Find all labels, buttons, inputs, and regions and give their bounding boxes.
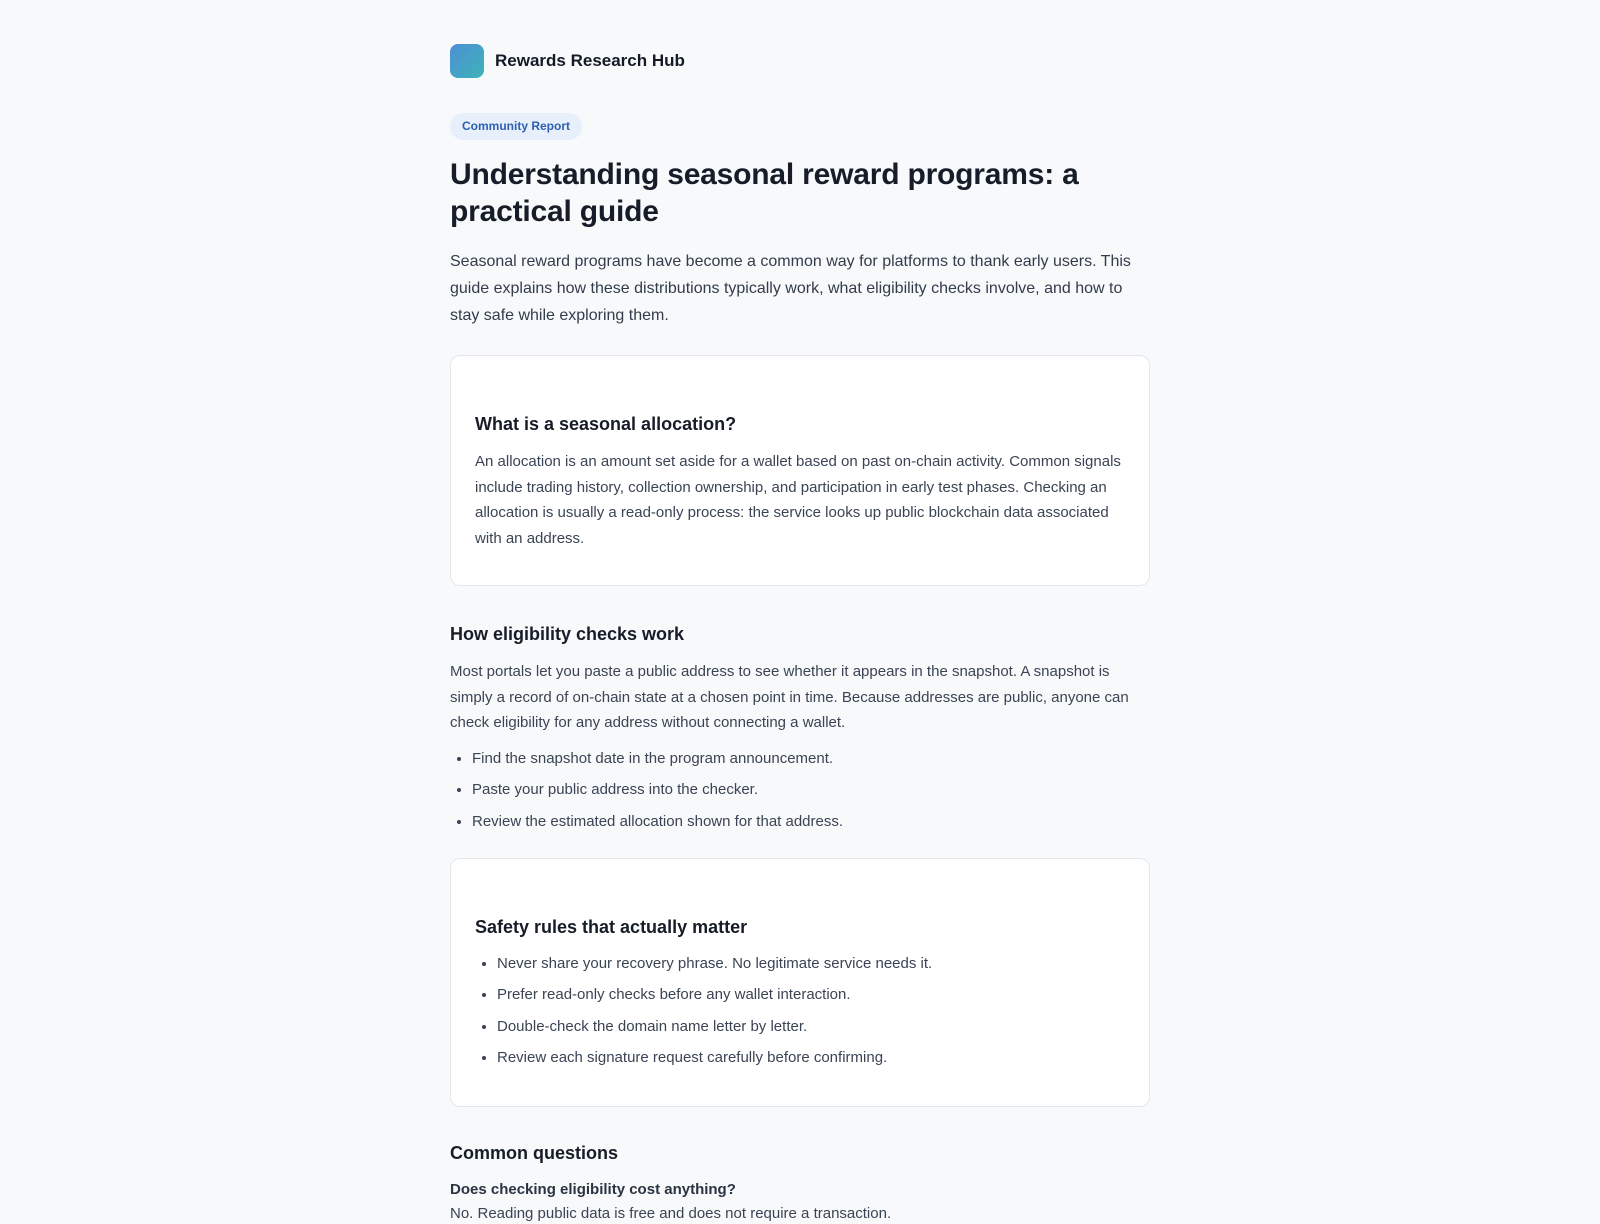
eligibility-body: Most portals let you paste a public address to see whether it appears in the snapshot. A snapshot is simply a record of on-chain state at a chosen point in time. Because addresses are public, anyone can check eligibility for any address without connecting a wallet. (450, 663, 1129, 731)
allocation-heading: What is a seasonal allocation? (475, 414, 737, 434)
list-item: • Never share your recovery phrase. No legitimate service needs it. (497, 954, 1125, 974)
safety-heading: Safety rules that actually matter (475, 916, 748, 937)
allocation-card (450, 355, 1150, 586)
list-item: • Double-check the domain name letter by letter. (497, 1017, 1125, 1037)
faq-answer: No. Reading public data is free and does not require a transaction. (450, 1204, 892, 1222)
list-item: • Paste your public address into the checker. (472, 780, 1150, 800)
eligibility-steps-list (450, 749, 1150, 832)
page-title: Understanding seasonal reward programs: a practical guide (450, 158, 1079, 228)
list-item: • Review the estimated allocation shown for that address. (472, 812, 1150, 832)
article-page (450, 0, 1150, 1224)
list-item: • Review each signature request carefully before confirming. (497, 1048, 1125, 1068)
safety-rules-list (475, 954, 1125, 1069)
eligibility-section (450, 622, 1150, 832)
faq-item (450, 1180, 1150, 1224)
category-badge: Community Report (450, 113, 582, 140)
brand-logo-icon[interactable] (450, 44, 484, 78)
site-header (450, 44, 1150, 78)
intro-paragraph: Seasonal reward programs have become a common way for platforms to thank early users. This guide explains how these distributions typically work, what eligibility checks involve, and how to stay safe while exploring them. (450, 253, 1131, 324)
list-item: • Prefer read-only checks before any wallet interaction. (497, 985, 1125, 1005)
faq-question: Does checking eligibility cost anything? (450, 1180, 736, 1198)
list-item: • Find the snapshot date in the program announcement. (472, 749, 1150, 769)
allocation-body: An allocation is an amount set aside for a wallet based on past on-chain activity. Common signals include trading history, collection ownership, and participation in early test phases. Checking an allocation is usually a read-only process: the service looks up public blockchain data associated with an address. (475, 453, 1121, 547)
faq-heading: Common questions (450, 1142, 619, 1163)
safety-card (450, 858, 1150, 1107)
faq-section (450, 1141, 1150, 1224)
eligibility-heading: How eligibility checks work (450, 624, 685, 644)
brand-name[interactable]: Rewards Research Hub (495, 51, 685, 70)
